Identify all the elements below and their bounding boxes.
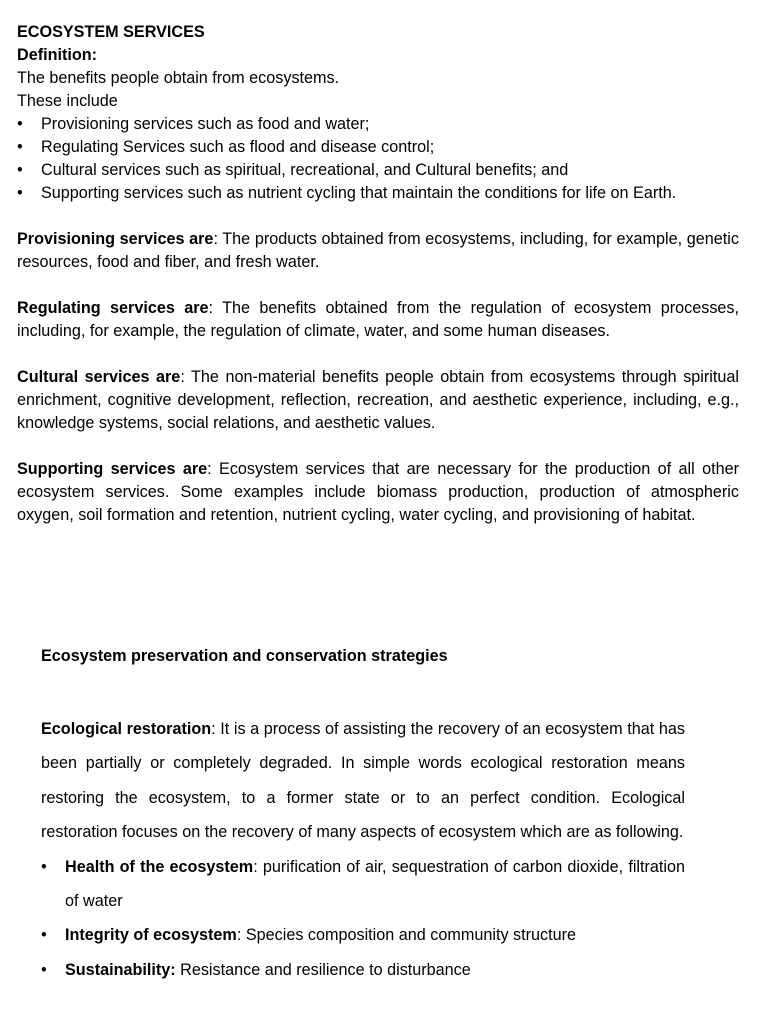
paragraph-term: Ecological restoration bbox=[41, 720, 212, 738]
bullet-icon: • bbox=[17, 115, 23, 133]
aspect-term: Health of the ecosystem bbox=[65, 857, 254, 876]
paragraph-text: : It is a process of assisting the recovery of an ecosystem that has been partially or completely degraded. In simple words ecological restoration means restoring the ecosystem, to a former state or to an perfect condition. Ecological restoration focuses on the recovery of many aspects of ecosystem which are as following. bbox=[41, 720, 685, 842]
paragraph-term: Cultural services are bbox=[17, 368, 181, 386]
list-item-text: Provisioning services such as food and water; bbox=[41, 115, 370, 133]
list-item-text: Cultural services such as spiritual, recreational, and Cultural benefits; and bbox=[41, 161, 569, 179]
list-item bbox=[17, 113, 739, 136]
conservation-heading: Ecosystem preservation and conservation strategies bbox=[41, 647, 448, 665]
list-item bbox=[17, 136, 739, 159]
aspects-list bbox=[41, 850, 685, 988]
conservation-section bbox=[41, 643, 685, 987]
supporting-paragraph bbox=[17, 458, 739, 527]
list-item bbox=[41, 918, 685, 952]
bullet-icon: • bbox=[41, 926, 47, 945]
bullet-icon: • bbox=[41, 857, 47, 876]
paragraph-text: : The non-material benefits people obtain from ecosystems through spiritual enrichment, cognitive development, reflection, recreation, and aesthetic experience, including, e.g., knowledge systems, social relations, and aesthetic values. bbox=[17, 368, 739, 432]
aspect-text: : purification of air, sequestration of carbon dioxide, filtration of water bbox=[65, 857, 685, 911]
list-item-text: Regulating Services such as flood and disease control; bbox=[41, 138, 435, 156]
paragraph-text: : Ecosystem services that are necessary for the production of all other ecosystem services. Some examples include biomass production, production of atmospheric oxygen, soil formation and retention, nutrient cycling, water cycling, and provisioning of habitat. bbox=[17, 460, 739, 524]
paragraph-term: Provisioning services are bbox=[17, 230, 214, 248]
bullet-icon: • bbox=[17, 161, 23, 179]
include-list bbox=[17, 113, 739, 205]
list-item bbox=[41, 850, 685, 919]
bullet-icon: • bbox=[41, 960, 47, 979]
bullet-icon: • bbox=[17, 138, 23, 156]
paragraph-text: : The benefits obtained from the regulation of ecosystem processes, including, for example, the regulation of climate, water, and some human diseases. bbox=[17, 299, 740, 340]
include-intro: These include bbox=[17, 92, 118, 110]
ecosystem-services-section bbox=[17, 21, 739, 550]
provisioning-paragraph bbox=[17, 228, 739, 274]
regulating-paragraph bbox=[17, 297, 739, 343]
section-heading: ECOSYSTEM SERVICES bbox=[17, 23, 205, 41]
aspect-term: Sustainability: bbox=[65, 960, 176, 979]
cultural-paragraph bbox=[17, 366, 739, 435]
list-item bbox=[41, 953, 685, 987]
paragraph-text: : The products obtained from ecosystems, including, for example, genetic resources, food and fiber, and fresh water. bbox=[17, 230, 739, 271]
definition-label: Definition: bbox=[17, 46, 98, 64]
paragraph-term: Regulating services are bbox=[17, 299, 209, 317]
bullet-icon: • bbox=[17, 184, 23, 202]
paragraph-term: Supporting services are bbox=[17, 460, 208, 478]
aspect-term: Integrity of ecosystem bbox=[65, 926, 237, 945]
restoration-paragraph bbox=[41, 712, 685, 850]
aspect-text: : Species composition and community structure bbox=[236, 926, 577, 945]
list-item bbox=[17, 159, 739, 182]
list-item bbox=[17, 182, 739, 205]
list-item-text: Supporting services such as nutrient cycling that maintain the conditions for life on Earth. bbox=[41, 184, 677, 202]
aspect-text: Resistance and resilience to disturbance bbox=[175, 960, 471, 979]
definition-text: The benefits people obtain from ecosystems. bbox=[17, 69, 340, 87]
